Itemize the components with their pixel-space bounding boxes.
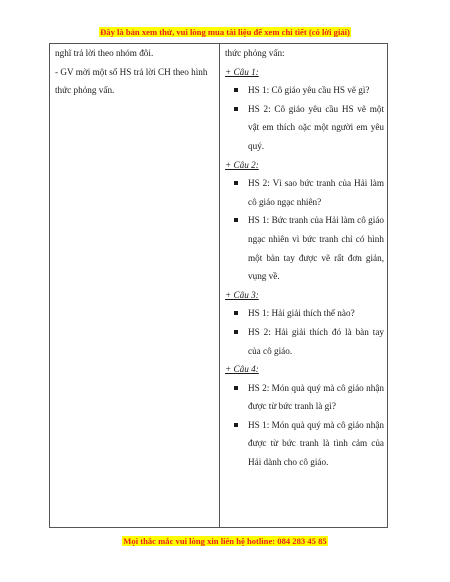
- answer-item: HS 2: Vì sao bức tranh của Hải làm cô giáo ngạc nhiên?: [225, 174, 384, 211]
- answer-item: HS 1: Cô giáo yêu cầu HS vẽ gì?: [225, 81, 384, 100]
- answer-list: [225, 81, 384, 155]
- answer-list: [225, 304, 384, 360]
- answer-item: HS 2: Món quà quý mà cô giáo nhận được từ bức tranh là gì?: [225, 379, 384, 416]
- preview-notice-text: Đây là bản xem thử, vui lòng mua tài liệu để xem chi tiết (có lời giải): [100, 27, 350, 37]
- answer-item: HS 1: Bức tranh của Hải làm cô giáo ngạc nhiên vì bức tranh chỉ có hình một bàn tay được vẽ rất đơn giản, vụng về.: [225, 211, 384, 285]
- left-paragraph: nghĩ trả lời theo nhóm đôi.: [55, 48, 154, 58]
- interview-intro: thức phỏng vấn:: [225, 48, 285, 58]
- left-paragraph: - GV mời một số HS trả lời CH theo hình thức phỏng vấn.: [55, 66, 208, 96]
- column-divider: [219, 44, 220, 527]
- question-label: + Câu 1:: [225, 66, 259, 77]
- hotline-text: Mọi thắc mắc vui lòng xin liên hệ hotline: 084 283 45 85: [123, 536, 327, 546]
- answer-item: HS 2: Cô giáo yêu cầu HS vẽ một vật em thích oặc một người em yêu quý.: [225, 100, 384, 156]
- teacher-activity-cell: [55, 44, 215, 100]
- answer-item: HS 1: Hải giải thích thế nào?: [225, 304, 384, 323]
- hotline-banner: [0, 536, 450, 546]
- student-activity-cell: [225, 44, 384, 472]
- preview-notice-banner: [0, 27, 450, 37]
- answer-item: HS 1: Món quà quý mà cô giáo nhận được từ bức tranh là tình cảm của Hải dành cho cô giáo.: [225, 416, 384, 472]
- question-label: + Câu 2:: [225, 159, 259, 170]
- answer-list: [225, 174, 384, 286]
- question-label: + Câu 4:: [225, 364, 259, 375]
- answer-list: [225, 379, 384, 472]
- question-label: + Câu 3:: [225, 289, 259, 300]
- answer-item: HS 2: Hải giải thích đó là bàn tay của cô giáo.: [225, 323, 384, 360]
- lesson-table: [49, 43, 388, 528]
